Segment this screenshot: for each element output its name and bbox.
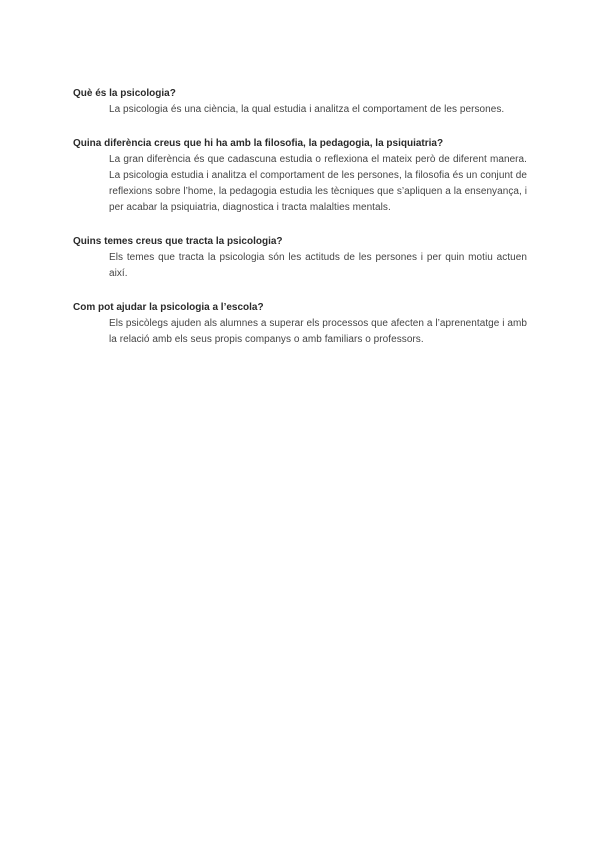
qa-block-2 (73, 136, 527, 216)
question-2: Quina diferència creus que hi ha amb la filosofia, la pedagogia, la psiquiatria? (73, 138, 444, 149)
qa-block-1 (73, 86, 527, 118)
question-3: Quins temes creus que tracta la psicologia? (73, 236, 283, 247)
qa-block-4 (73, 300, 527, 348)
answer-1: La psicologia és una ciència, la qual estudia i analitza el comportament de les persones. (109, 104, 505, 115)
qa-block-3 (73, 234, 527, 282)
question-1: Què és la psicologia? (73, 88, 176, 99)
answer-2: La gran diferència és que cadascuna estudia o reflexiona el mateix però de diferent manera. La psicologia estudia i analitza el comportament de les persones, la filosofia és un conjunt de reflexions sobre l’home, la pedagogia estudia les tècniques que s’apliquen a la ensenyança, i per acabar la psiquiatria, diagnostica i tracta malalties mentals. (109, 154, 527, 213)
question-4: Com pot ajudar la psicologia a l’escola? (73, 302, 264, 313)
answer-4: Els psicòlegs ajuden als alumnes a superar els processos que afecten a l’aprenentatge i amb la relació amb els seus propis companys o amb familiars o professors. (109, 318, 527, 345)
answer-3: Els temes que tracta la psicologia són les actituds de les persones i per quin motiu actuen així. (109, 252, 527, 279)
document-content (73, 86, 527, 366)
